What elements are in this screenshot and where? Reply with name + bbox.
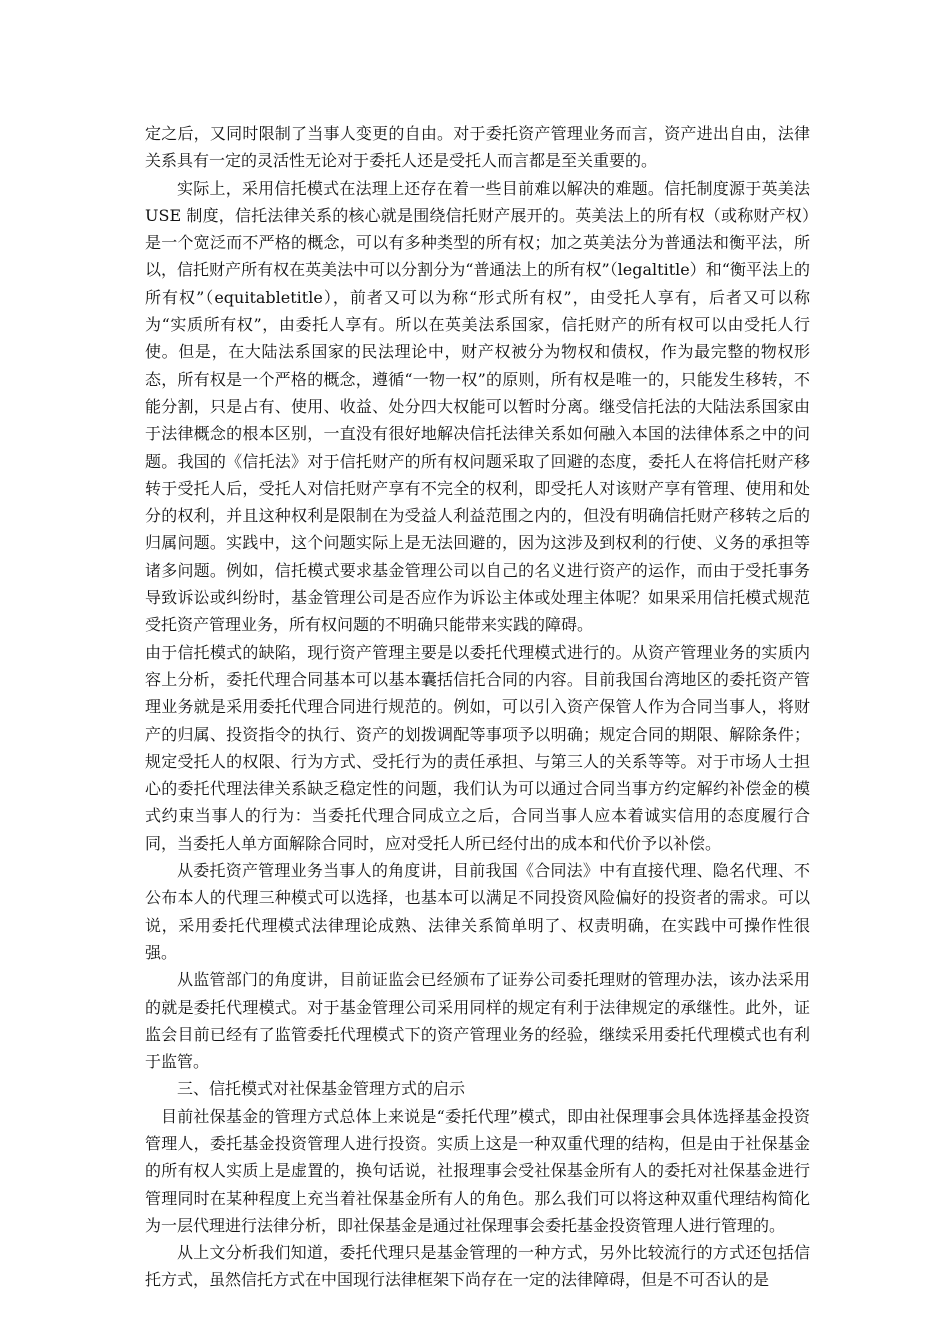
paragraph-6: 目前社保基金的管理方式总体上来说是“委托代理”模式，即由社保理事会具体选择基金投资管理人，委托基金投资管理人进行投资。实质上这是一种双重代理的结构，但是由于社保基金的所有权人实质上是虚置的，换句话说，社报理事会受社保基金所有人的委托对社保基金进行管理同时在某种程度上充当着社保基金所有人的角色。那么我们可以将这种双重代理结构简化为一层代理进行法律分析，即社保基金是通过社保理事会委托基金投资管理人进行管理的。	[145, 1106, 810, 1235]
paragraph-3: 由于信托模式的缺陷，现行资产管理主要是以委托代理模式进行的。从资产管理业务的实质内容上分析，委托代理合同基本可以基本囊括信托合同的内容。目前我国台湾地区的委托资产管理业务就是采用委托代理合同进行规范的。例如，可以引入资产保管人作为合同当事人，将财产的归属、投资指令的执行、资产的划拨调配等事项予以明确；规定合同的期限、解除条件；规定受托人的权限、行为方式、受托行为的责任承担、与第三人的关系等等。对于市场人士担心的委托代理法律关系缺乏稳定性的问题，我们认为可以通过合同当事方约定解约补偿金的模式约束当事人的行为：当委托代理合同成立之后，合同当事人应本着诚实信用的态度履行合同，当委托人单方面解除合同时，应对受托人所已经付出的成本和代价予以补偿。	[145, 642, 810, 853]
paragraph-2: 实际上，采用信托模式在法理上还存在着一些目前难以解决的难题。信托制度源于英美法 USE 制度，信托法律关系的核心就是围绕信托财产展开的。英美法上的所有权（或称财产权）是一个宽泛而不严格的概念，可以有多种类型的所有权；加之英美法分为普通法和衡平法，所以，信托财产所有权在英美法中可以分割分为“普通法上的所有权”（legaltitle）和“衡平法上的所有权”（equitabletitle），前者又可以为称“形式所有权”，由受托人享有，后者又可以称为“实质所有权”，由委托人享有。所以在英美法系国家，信托财产的所有权可以由受托人行使。但是，在大陆法系国家的民法理论中，财产权被分为物权和债权，作为最完整的物权形态，所有权是一个严格的概念，遵循“一物一权”的原则，所有权是唯一的，只能发生移转，不能分割，只是占有、使用、收益、处分四大权能可以暂时分离。继受信托法的大陆法系国家由于法律概念的根本区别，一直没有很好地解决信托法律关系如何融入本国的法律体系之中的问题。我国的《信托法》对于信托财产的所有权问题采取了回避的态度，委托人在将信托财产移转于受托人后，受托人对信托财产享有不完全的权利，即受托人对该财产享有管理、使用和处分的权利，并且这种权利是限制在为受益人利益范围之内的，但没有明确信托财产移转之后的归属问题。实践中，这个问题实际上是无法回避的，因为这涉及到权利的行使、义务的承担等诸多问题。例如，信托模式要求基金管理公司以自己的名义进行资产的运作，而由于受托事务导致诉讼或纠纷时，基金管理公司是否应作为诉讼主体或处理主体呢？如果采用信托模式规范受托资产管理业务，所有权问题的不明确只能带来实践的障碍。	[145, 178, 810, 635]
section-heading: 三、信托模式对社保基金管理方式的启示	[177, 1079, 466, 1099]
document-body	[145, 120, 810, 1294]
paragraph-5: 从监管部门的角度讲，目前证监会已经颁布了证券公司委托理财的管理办法，该办法采用的就是委托代理模式。对于基金管理公司采用同样的规定有利于法律规定的承继性。此外，证监会目前已经有了监管委托代理模式下的资产管理业务的经验，继续采用委托代理模式也有利于监管。	[145, 970, 810, 1072]
paragraph-7: 从上文分析我们知道，委托代理只是基金管理的一种方式，另外比较流行的方式还包括信托方式，虽然信托方式在中国现行法律框架下尚存在一定的法律障碍，但是不可否认的是	[145, 1243, 810, 1290]
paragraph-1: 定之后，又同时限制了当事人变更的自由。对于委托资产管理业务而言，资产进出自由，法律关系具有一定的灵活性无论对于委托人还是受托人而言都是至关重要的。	[145, 124, 810, 171]
paragraph-4: 从委托资产管理业务当事人的角度讲，目前我国《合同法》中有直接代理、隐名代理、不公布本人的代理三种模式可以选择，也基本可以满足不同投资风险偏好的投资者的需求。可以说，采用委托代理模式法律理论成熟、法律关系简单明了、权责明确，在实践中可操作性很强。	[145, 861, 810, 962]
